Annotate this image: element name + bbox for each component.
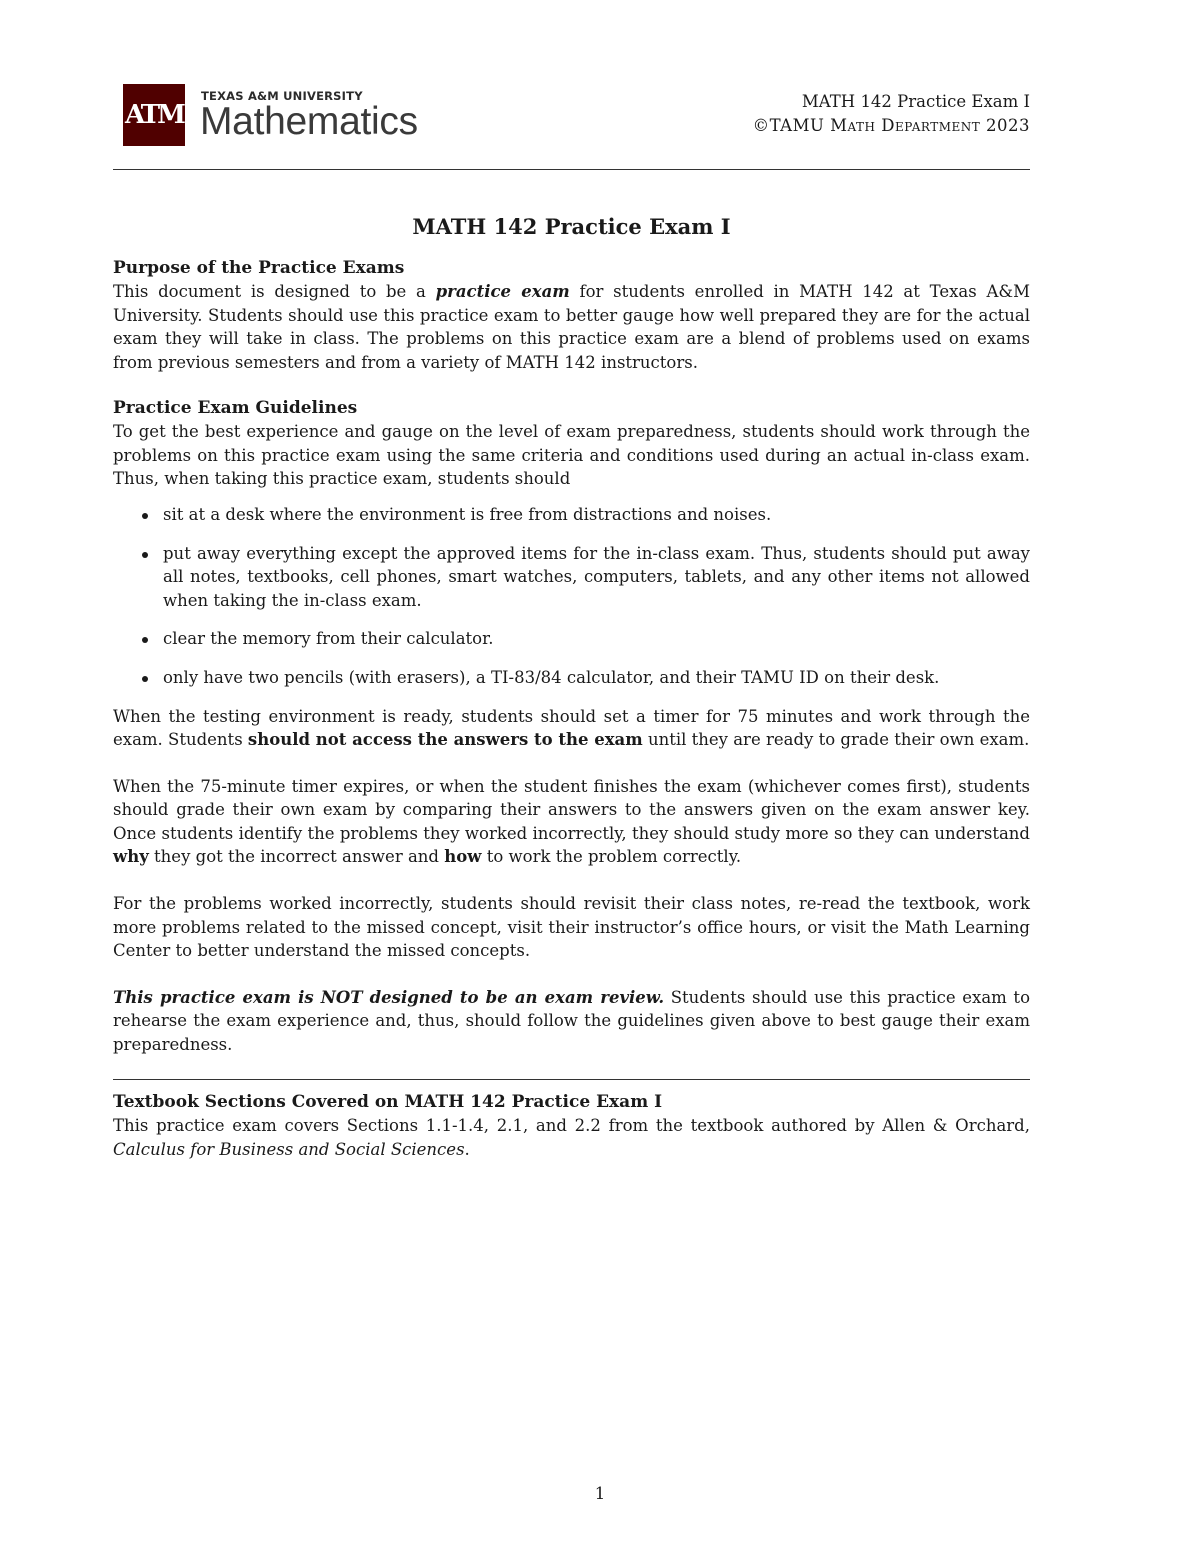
page-header [113, 82, 1030, 152]
grading-paragraph: When the 75-minute timer expires, or when the student finishes the exam (whichever comes first), students should grade their own exam by comparing their answers to the answers given on the exam answer key. Once students identify the problems they worked incorrectly, they should study more so they can understand why they got the incorrect answer and how to work the problem correctly. [113, 776, 1030, 867]
page-title: MATH 142 Practice Exam I [412, 214, 731, 239]
textbook-heading: Textbook Sections Covered on MATH 142 Practice Exam I [113, 1091, 663, 1112]
main-content [113, 215, 1030, 1161]
header-right-block [753, 90, 1030, 138]
timer-paragraph: When the testing environment is ready, students should set a timer for 75 minutes and work through the exam. Students should not access the answers to the exam until they are ready to grade their own exam. [113, 706, 1030, 750]
header-copyright: ©TAMU Math Department 2023 [752, 116, 1030, 135]
logo-department-text: Mathematics [200, 100, 418, 143]
bullet-icon [142, 676, 148, 682]
header-exam-title: MATH 142 Practice Exam I [801, 92, 1030, 111]
logo-university-text: TEXAS A&M UNIVERSITY [201, 89, 363, 103]
guidelines-heading: Practice Exam Guidelines [113, 397, 358, 418]
guidelines-intro: To get the best experience and gauge on the level of exam preparedness, students should work through the problems on this practice exam using the same criteria and conditions used during an actual in-class exam. Thus, when taking this practice exam, students should [113, 422, 1030, 489]
disclaimer-paragraph: This practice exam is NOT designed to be an exam review. Students should use this practice exam to rehearse the exam experience and, thus, should follow the guidelines given above to best gauge their exam preparedness. [113, 987, 1030, 1055]
list-item: clear the memory from their calculator. [139, 627, 1030, 651]
bullet-icon [142, 513, 148, 519]
tamu-logo-icon: ATM [123, 84, 185, 146]
list-item: sit at a desk where the environment is free from distractions and noises. [139, 503, 1030, 527]
page-number: 1 [594, 1484, 606, 1503]
textbook-paragraph: This practice exam covers Sections 1.1-1.4, 2.1, and 2.2 from the textbook authored by Allen & Orchard, Calculus for Business and Social Sciences. [113, 1116, 1030, 1159]
review-paragraph: For the problems worked incorrectly, students should revisit their class notes, re-read the textbook, work more problems related to the missed concept, visit their instructor’s office hours, or visit the Math Learning Center to better understand the missed concepts. [113, 894, 1030, 961]
bullet-icon [142, 637, 148, 643]
header-divider [113, 169, 1030, 170]
purpose-heading: Purpose of the Practice Exams [113, 257, 405, 278]
purpose-paragraph: This document is designed to be a practice exam for students enrolled in MATH 142 at Texas A&M University. Students should use this practice exam to better gauge how well prepared they are for the actual exam they will take in class. The problems on this practice exam are a blend of problems used on exams from previous semesters and from a variety of MATH 142 instructors. [113, 282, 1030, 372]
list-item: only have two pencils (with erasers), a TI-83/84 calculator, and their TAMU ID on their desk. [139, 666, 1030, 690]
list-item: put away everything except the approved items for the in-class exam. Thus, students should put away all notes, textbooks, cell phones, smart watches, computers, tablets, and any other items not allowed when taking the in-class exam. [139, 542, 1030, 613]
guidelines-list [113, 503, 1030, 690]
bullet-icon [142, 552, 148, 558]
